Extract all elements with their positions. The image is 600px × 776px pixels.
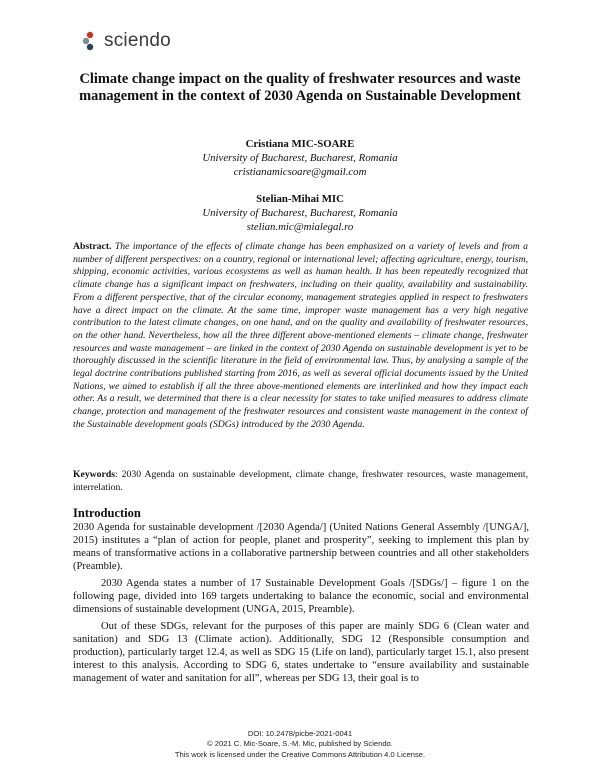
- keywords: [73, 469, 528, 494]
- publisher-logo: [81, 29, 171, 53]
- abstract-label: Abstract.: [73, 241, 112, 252]
- paragraph: Out of these SDGs, relevant for the purposes of this paper are mainly SDG 6 (Clean water and sanitation) and SDG 13 (Climate action). Additionally, SDG 12 (Responsible consumption and production), particularly target 12.4, as well as SDG 15 (Life on land), particularly target 15.1, also present interest to this analysis. According to SDG 6, states undertake to “ensure availability and sustainable management of water and sanitation for all”, whereas per SDG 13, their goal is to: [73, 621, 529, 684]
- publisher-name: sciendo: [104, 30, 171, 51]
- abstract: [73, 241, 528, 432]
- author-name: Stelian-Mihai MIC: [256, 193, 344, 205]
- keywords-text: : 2030 Agenda on sustainable development, climate change, freshwater resources, waste management, interrelation.: [73, 469, 528, 493]
- author-block-1: [60, 137, 540, 179]
- section-heading: Introduction: [73, 506, 141, 520]
- author-affiliation: University of Bucharest, Bucharest, Romania: [202, 207, 398, 219]
- keywords-label: Keywords: [73, 469, 115, 480]
- author-email: stelian.mic@mialegal.ro: [246, 221, 354, 233]
- author-affiliation: University of Bucharest, Bucharest, Romania: [202, 152, 398, 164]
- copyright-line: © 2021 C. Mic-Soare, S.-M. Mic, published by Sciendo.: [207, 739, 393, 749]
- sciendo-logo-icon: [81, 31, 99, 51]
- page-footer: [0, 729, 600, 760]
- license-line: This work is licensed under the Creative Commons Attribution 4.0 License.: [174, 749, 426, 759]
- paper-title: Climate change impact on the quality of freshwater resources and waste management in the context of 2030 Agenda on Sustainable Development: [79, 71, 521, 104]
- author-block-2: [60, 192, 540, 234]
- paragraph: 2030 Agenda for sustainable development /[2030 Agenda/] (United Nations General Assembly /[UNGA/], 2015) institutes a “plan of action for people, planet and prosperity”, seeking to implement this plan by means of transformative actions in a collaborative partnership between countries and all other stakeholders (Preamble).: [73, 522, 529, 572]
- doi-link[interactable]: DOI: 10.2478/picbe-2021-0041: [247, 729, 353, 738]
- author-email: cristianamicsoare@gmail.com: [233, 166, 367, 178]
- abstract-text: The importance of the effects of climate change has been emphasized on a variety of levels and from a number of different perspectives: on a country, regional or international level; affecting agriculture, energy, tourism, shipping, economic activities, various ecosystems as well as human health. It has been repeatedly recognized that climate change has a significant impact on freshwaters, including on their quality, availability and sustainability. From a different perspective, that of the circular economy, management strategies applied in respect to freshwaters have a direct impact on the climate. At the same time, improper waste management has a very high negative contribution to the latest climate changes, on one hand, and on the quality and availability of freshwater resources, on the other hand. Nevertheless, how all the three different above-mentioned elements – climate change, freshwater resources and waste management – are linked in the context of 2030 Agenda on sustainable development is yet to be thoroughly discussed in the scientific literature in the field of environmental law. Thus, by analysing a sample of the legal doctrine contributions published starting from 2016, as well as several official documents issued by the United Nations, we aimed to establish if all the three above-mentioned elements are interlinked and how they impact each other. As a result, we determined that there is a clear necessity for states to take unified measures to address climate change, protection and management of the freshwater resources and consistent waste management in the context of the Sustainable development goals (SDGs) introduced by the 2030 Agenda.: [73, 241, 529, 430]
- paragraph: 2030 Agenda states a number of 17 Sustainable Development Goals /[SDGs/] – figure 1 on the following page, divided into 169 targets undertaking to balance the economic, social and environmental dimensions of sustainable development (UNGA, 2015, Preamble).: [73, 578, 529, 615]
- author-name: Cristiana MIC-SOARE: [245, 138, 355, 150]
- body-text: [73, 521, 529, 689]
